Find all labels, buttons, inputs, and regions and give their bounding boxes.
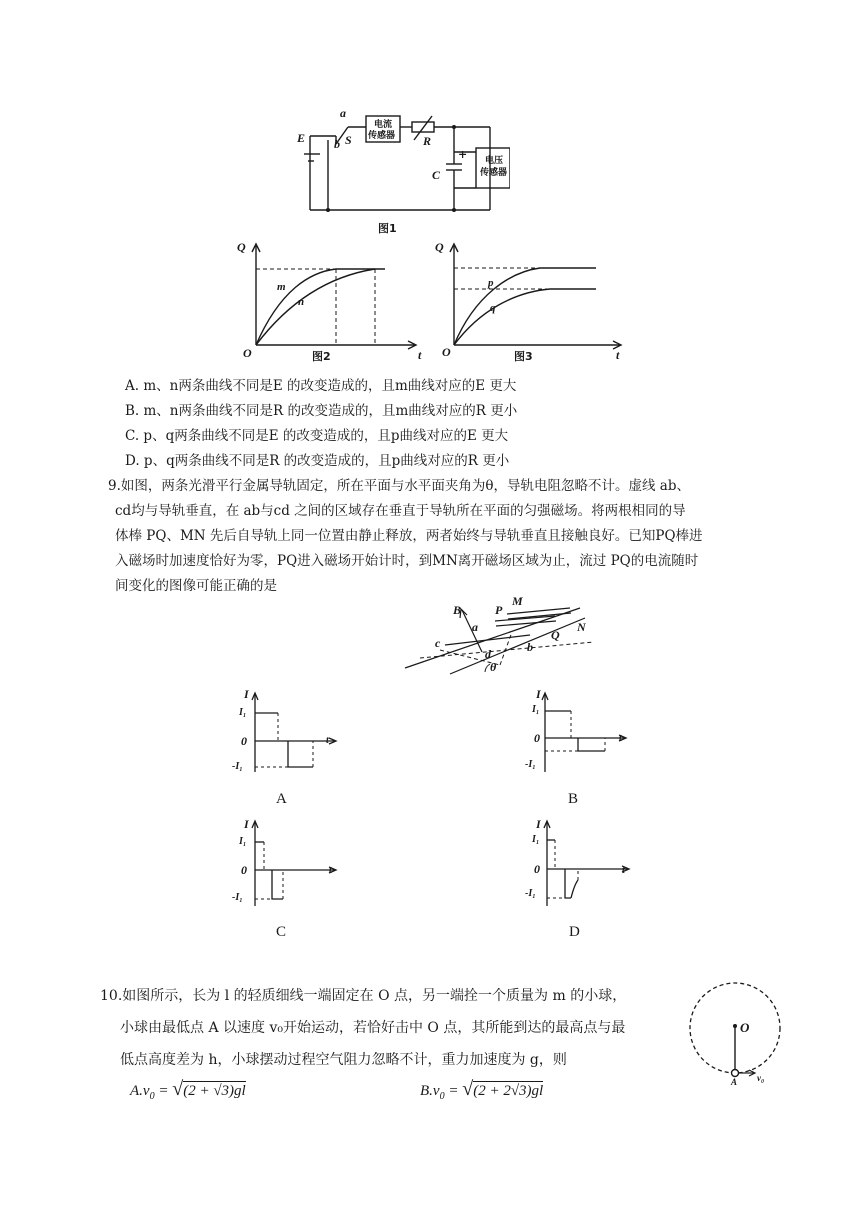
- graph-a: [230, 690, 340, 775]
- q8-option-b: B. m、n两条曲线不同是R 的改变造成的，且m曲线对应的R 更小: [125, 403, 518, 419]
- q10-a-prefix: A.: [130, 1083, 143, 1099]
- figure2-caption: 图2: [312, 350, 331, 363]
- rail-M: M: [512, 594, 523, 608]
- fig2-curve-n: n: [298, 296, 305, 308]
- pendulum-O: O: [740, 1020, 750, 1035]
- graph-c-I1: I₁: [239, 836, 247, 847]
- graph-d-O: 0: [534, 862, 540, 876]
- graph-b-negI1: -I₁: [525, 759, 536, 770]
- graph-b-label: B: [568, 791, 579, 807]
- switch-label: S: [345, 133, 352, 147]
- current-sensor-line2: 传感器: [368, 131, 396, 141]
- q9-line-4: 入磁场时加速度恰好为零，PQ进入磁场开始计时，到MN离开磁场区域为止，流过 PQ的电流随时: [115, 553, 699, 569]
- graph-d-I1: I₁: [532, 834, 540, 845]
- q9-line-2: cd均与导轨垂直，在 ab与cd 之间的区域存在垂直于导轨所在平面的匀强磁场。将两根相同的导: [115, 503, 686, 519]
- capacitor-label: C: [432, 168, 441, 182]
- q10-option-a: [130, 1078, 246, 1102]
- switch-a-label: a: [340, 106, 346, 120]
- graph-c-I: I: [244, 817, 249, 831]
- graph-c-label: C: [276, 924, 287, 940]
- q10-a-sqrt-icon: √: [172, 1078, 184, 1100]
- rail-a: a: [472, 620, 478, 634]
- battery-label: E: [297, 131, 306, 145]
- graph-b-O: 0: [534, 731, 540, 745]
- graph-a-t: t: [326, 735, 329, 746]
- q10-a-sub: 0: [149, 1091, 155, 1102]
- circuit-diagram: [290, 100, 510, 240]
- fig2-axis-t: t: [418, 348, 422, 362]
- rail-theta: θ: [490, 660, 497, 674]
- resistor-label: R: [423, 134, 432, 148]
- rail-b: b: [527, 640, 533, 654]
- graph-b-I1: I₁: [532, 704, 540, 715]
- q10-b-sub: 0: [439, 1091, 445, 1102]
- rail-N: N: [577, 620, 586, 634]
- graph-a-label: A: [276, 791, 287, 807]
- rail-c: c: [435, 636, 441, 650]
- fig3-origin: O: [442, 345, 451, 359]
- graph-c-negI1: -I₁: [232, 892, 243, 903]
- graph-d-I: I: [536, 817, 541, 831]
- q10-line-2: 小球由最低点 A 以速度 v₀开始运动，若恰好击中 O 点，其所能到达的最高点与最: [120, 1020, 626, 1036]
- figure1-caption: 图1: [378, 222, 397, 235]
- fig3-axis-t: t: [616, 348, 620, 362]
- graph-c-O: 0: [241, 863, 247, 877]
- fig2-axis-Q: Q: [237, 240, 246, 254]
- voltage-sensor-line1: 电压: [485, 156, 504, 166]
- q8-option-a: A. m、n两条曲线不同是E 的改变造成的，且m曲线对应的E 更大: [125, 378, 517, 394]
- rail-B: B: [453, 603, 462, 617]
- q10-option-b: [420, 1078, 543, 1102]
- pendulum-diagram: [680, 978, 790, 1088]
- capacitor-plus: +: [458, 148, 468, 161]
- q10-b-sqrt-icon: √: [462, 1078, 474, 1100]
- pendulum-A: A: [731, 1077, 738, 1087]
- graph-d-t: t: [622, 865, 625, 876]
- q10-line-1: 10.如图所示，长为 l 的轻质细线一端固定在 O 点，另一端拴一个质量为 m 的小球，: [100, 988, 627, 1004]
- graph-b-t: t: [619, 733, 622, 744]
- q10-b-lhs: v: [432, 1083, 440, 1099]
- q10-b-prefix: B.: [420, 1083, 433, 1099]
- fig2-origin: O: [243, 346, 252, 360]
- graph-a-I: I: [244, 687, 249, 701]
- graph-b-I: I: [536, 687, 541, 701]
- q10-a-eq: =: [154, 1083, 173, 1099]
- fig3-curve-q: q: [490, 302, 496, 314]
- q9-line-1: 9.如图，两条光滑平行金属导轨固定，所在平面与水平面夹角为θ，导轨电阻忽略不计。虚线 ab、: [108, 478, 690, 494]
- fig3-axis-Q: Q: [435, 240, 444, 254]
- q10-b-eq: =: [444, 1083, 463, 1099]
- switch-b-label: b: [334, 137, 340, 151]
- q10-b-radicand: (2 + 2√3)gl: [473, 1083, 544, 1099]
- pendulum-v0: v₀: [757, 1073, 765, 1083]
- q8-option-d: D. p、q两条曲线不同是R 的改变造成的，且p曲线对应的R 更小: [125, 453, 510, 469]
- fig3-curve-p: p: [488, 277, 494, 289]
- rail-P: P: [495, 603, 503, 617]
- rail-d: d: [485, 647, 491, 661]
- fig2-curve-m: m: [277, 281, 286, 293]
- graph-a-I1: I₁: [239, 707, 247, 718]
- graph-d-label: D: [569, 924, 580, 940]
- q8-option-c: C. p、q两条曲线不同是E 的改变造成的，且p曲线对应的E 更大: [125, 428, 509, 444]
- q10-a-radicand: (2 + √3)gl: [183, 1083, 246, 1099]
- graph-d-negI1: -I₁: [525, 888, 536, 899]
- graph-c-t: t: [329, 865, 332, 876]
- current-sensor-line1: 电流: [374, 120, 393, 130]
- figure3-caption: 图3: [514, 350, 533, 363]
- graph-a-negI1: -I₁: [232, 761, 243, 772]
- graph-d: [525, 818, 640, 908]
- voltage-sensor-line2: 传感器: [480, 168, 508, 178]
- rail-Q: Q: [551, 628, 560, 642]
- graph-a-O: 0: [241, 734, 247, 748]
- q9-line-3: 体棒 PQ、MN 先后自导轨上同一位置由静止释放，两者始终与导轨垂直且接触良好。已知PQ棒进: [115, 528, 703, 544]
- figure2-graph: [240, 240, 420, 360]
- figure3-graph: [440, 240, 625, 360]
- q9-line-5: 间变化的图像可能正确的是: [115, 578, 277, 594]
- q10-a-lhs: v: [142, 1083, 150, 1099]
- q10-line-3: 低点高度差为 h，小球摆动过程空气阻力忽略不计，重力加速度为 g，则: [120, 1052, 567, 1068]
